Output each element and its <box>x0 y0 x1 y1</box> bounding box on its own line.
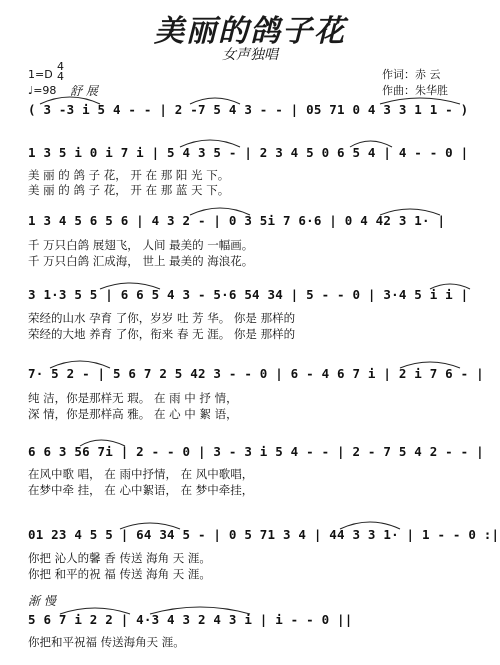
score-system-8-notes: 5 6 7 i 2 2 | 4·3 4 3 2 4 3 i | i - - 0 || <box>28 612 353 627</box>
ritardando-marking: 渐 慢 <box>28 594 56 608</box>
slur-s5-1 <box>50 361 110 368</box>
score-system-5-lyric-1: 纯 洁，你是那样无 瑕。 在 雨 中 抒 情， <box>28 391 238 405</box>
song-subtitle: 女声独唱 <box>222 47 278 63</box>
score-system-2-lyric-1: 美 丽 的 鸽 子 花， 开 在 那 阳 光 下。 <box>28 168 230 182</box>
score-system-3-notes: 1 3 4 5 6 5 6 | 4 3 2 - | 0 3 5i 7 6·6 | 0 4 42 3 1· | <box>28 213 446 228</box>
slur-s8-1 <box>60 608 130 614</box>
score-system-5-lyric-2: 深 情，你是那样高 雅。 在 心 中 絮 语， <box>28 407 238 421</box>
song-title: 美丽的鸽子花 <box>154 14 346 49</box>
score-system-7-lyric-2: 你把 和平的祝 福 传送 海角 天 涯。 <box>28 567 211 581</box>
score-system-6-lyric-2: 在梦中牵 挂， 在 心中絮语， 在 梦中牵挂， <box>28 483 254 497</box>
slur-s2-2 <box>350 141 392 147</box>
score-system-6-lyric-1: 在风中歌 唱， 在 雨中抒情， 在 风中歌唱， <box>28 467 254 481</box>
tempo-marking: ♩=98 <box>28 84 57 97</box>
score-system-4-notes: 3 1·3 5 5 | 6 6 5 4 3 - 5·6 54 34 | 5 - - 0 | 3·4 5 i i | <box>28 287 469 302</box>
slur-intro-3 <box>380 98 460 104</box>
score-system-7-lyric-1: 你把 沁人的馨 香 传送 海角 天 涯。 <box>28 551 211 565</box>
lyricist-credit: 作词：赤 云 <box>382 68 441 81</box>
score-system-3-lyric-1: 千 万只白鸽 展翅飞， 人间 最美的 一幅画。 <box>28 238 254 252</box>
slur-s6-1 <box>80 440 125 446</box>
composer-credit: 作曲：朱华胜 <box>382 84 448 97</box>
score-system-6-notes: 6 6 3 56 7i | 2 - - 0 | 3 - 3 i 5 4 - - | 2 - 7 5 4 2 - - | <box>28 444 484 459</box>
slur-intro-1 <box>40 97 100 104</box>
time-signature-top: 4 <box>57 60 64 73</box>
score-system-2-notes: 1 3 5 i 0 i 7 i | 5 4 3 5 - | 2 3 4 5 0 6 5 4 | 4 - - 0 | <box>28 145 469 160</box>
score-system-3-lyric-2: 千 万只白鸽 汇成海， 世上 最美的 海浪花。 <box>28 254 254 268</box>
score-system-7-notes: 01 23 4 5 5 | 64 34 5 - | 0 5 71 3 4 | 44 3 3 1· | 1 - - 0 :| <box>28 527 500 542</box>
slur-s4-2 <box>430 284 470 289</box>
slur-s3-2 <box>380 209 440 215</box>
score-system-4-lyric-1: 荣经的山水 孕育 了你，岁岁 吐 芳 华。 你是 那样的 <box>28 311 296 325</box>
slur-s4-1 <box>100 283 160 289</box>
slur-s3-1 <box>190 208 250 215</box>
time-signature-bottom: 4 <box>57 70 64 83</box>
score-system-1-notes: ( 3 -3 i 5 4 - - | 2 -7 5 4 3 - - | 05 71 0 4 3 3 1 1 - ) <box>28 102 469 117</box>
slur-s8-2 <box>150 607 250 614</box>
score-system-4-lyric-2: 荣经的大地 养育 了你，衔来 春 无 涯。 你是 那样的 <box>28 327 296 341</box>
slur-s2-1 <box>180 140 240 147</box>
expression-marking: 舒 展 <box>70 84 98 98</box>
slur-s7-1 <box>120 523 180 529</box>
score-system-5-notes: 7· 5 2 - | 5 6 7 2 5 42 3 - - 0 | 6 - 4 6 7 i | 2 i 7 6 - | <box>28 366 484 381</box>
slur-s5-2 <box>400 362 460 368</box>
slur-s7-2 <box>340 522 400 529</box>
score-system-8-lyric-1: 你把和平祝福 传送海角天 涯。 <box>28 635 185 649</box>
score-system-2-lyric-2: 美 丽 的 鸽 子 花， 开 在 那 蓝 天 下。 <box>28 183 230 197</box>
key-signature: 1=D <box>28 68 53 81</box>
slur-intro-2 <box>190 98 240 104</box>
